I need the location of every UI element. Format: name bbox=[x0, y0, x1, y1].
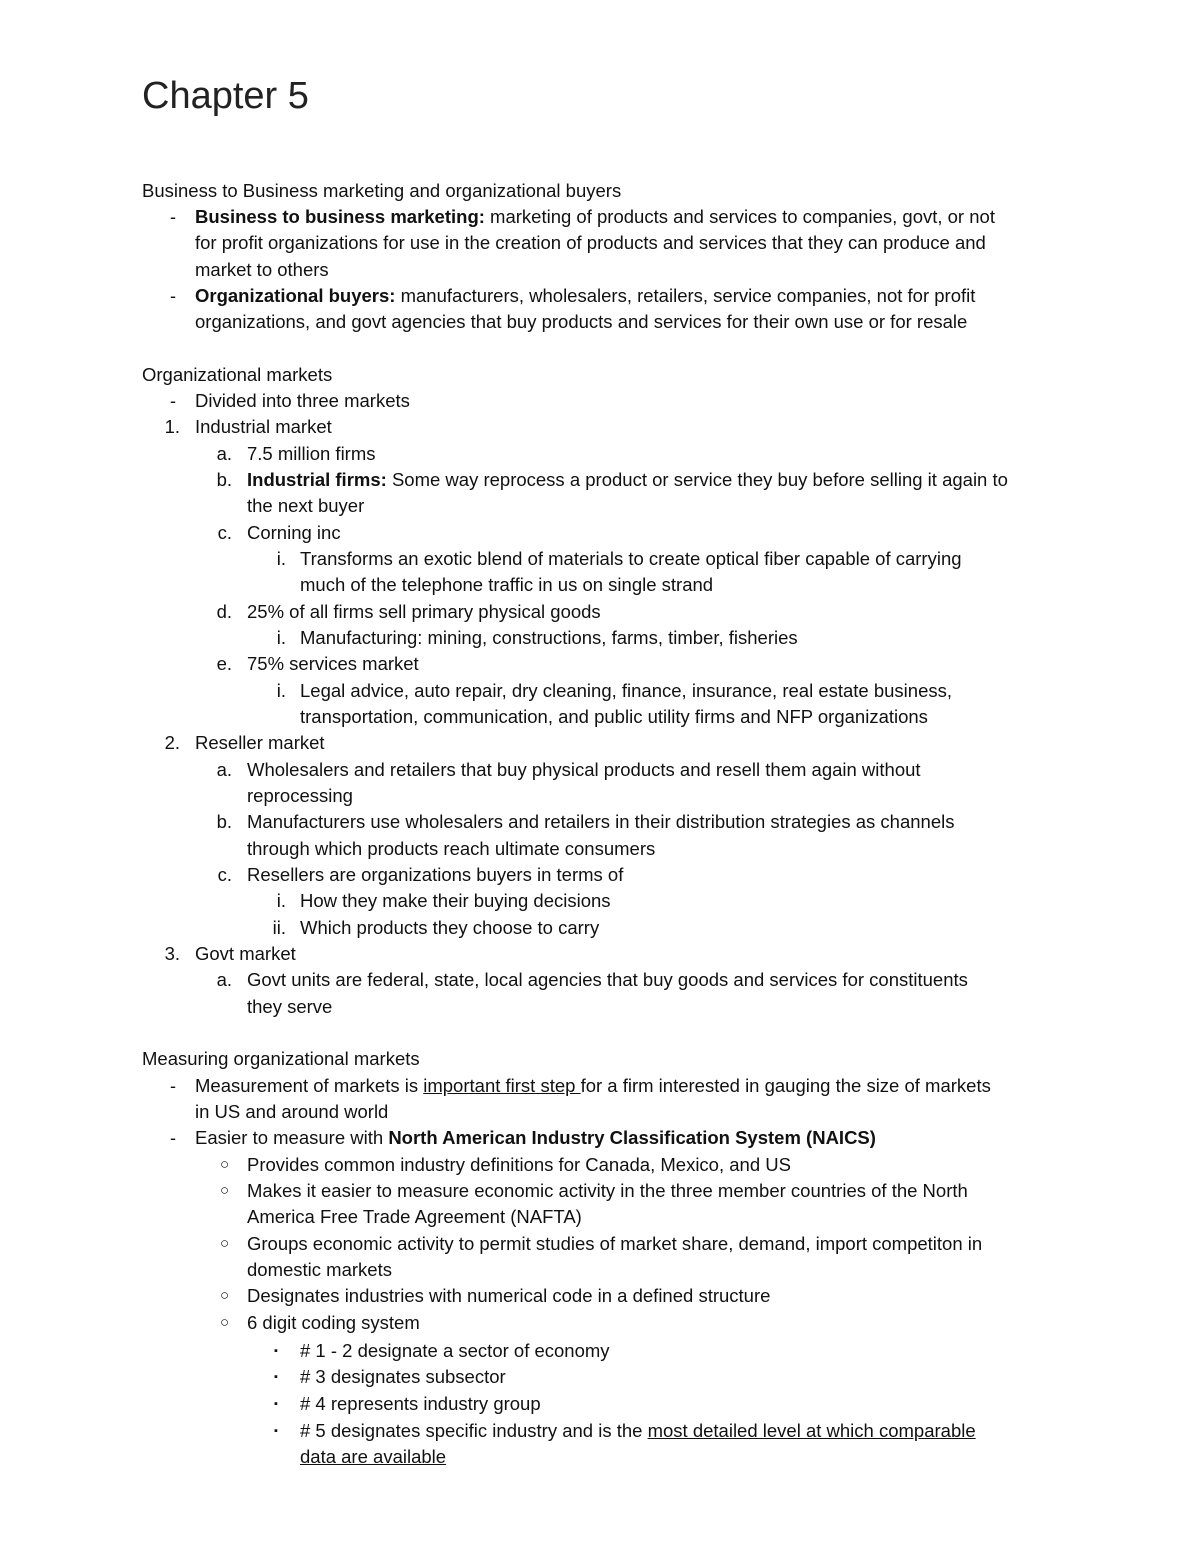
roman-marker: i. bbox=[276, 627, 286, 648]
list-item: Reseller market bbox=[195, 732, 325, 753]
list-item: Corning inc bbox=[247, 522, 341, 543]
list-item: # 4 represents industry group bbox=[300, 1393, 541, 1414]
definition-text: manufacturers, wholesalers, retailers, service companies, not for profit bbox=[395, 285, 976, 306]
list-item: Govt units are federal, state, local agencies that buy goods and services for constituents bbox=[247, 969, 968, 990]
square-bullet: ▪ bbox=[274, 1425, 278, 1437]
list-item: How they make their buying decisions bbox=[300, 890, 611, 911]
square-bullet: ▪ bbox=[274, 1398, 278, 1410]
dash-bullet: - bbox=[170, 1076, 176, 1096]
letter-marker: a. bbox=[216, 759, 232, 780]
text-run: Measurement of markets is bbox=[195, 1075, 424, 1096]
letter-marker: a. bbox=[216, 969, 232, 990]
list-item: # 1 - 2 designate a sector of economy bbox=[300, 1340, 610, 1361]
list-item-continuation: through which products reach ultimate consumers bbox=[247, 838, 656, 859]
number-marker: 3. bbox=[164, 943, 180, 964]
list-item-continuation: for profit organizations for use in the creation of products and services that they can produce and bbox=[195, 232, 986, 253]
list-item: Legal advice, auto repair, dry cleaning, finance, insurance, real estate business, bbox=[300, 680, 953, 701]
list-item: Manufacturers use wholesalers and retailers in their distribution strategies as channels bbox=[247, 811, 955, 832]
roman-marker: i. bbox=[276, 890, 286, 911]
list-item-continuation: in US and around world bbox=[195, 1101, 389, 1122]
list-item bbox=[195, 204, 995, 230]
letter-marker: d. bbox=[216, 601, 232, 622]
underlined-text: important first step bbox=[423, 1075, 581, 1096]
list-item-continuation: reprocessing bbox=[247, 785, 353, 806]
list-item: 7.5 million firms bbox=[247, 443, 376, 464]
list-item-continuation: the next buyer bbox=[247, 495, 365, 516]
roman-marker: i. bbox=[276, 680, 286, 701]
term: Business to business marketing: bbox=[195, 206, 485, 227]
roman-marker: i. bbox=[276, 548, 286, 569]
list-item-continuation bbox=[300, 1444, 446, 1470]
section-heading: Measuring organizational markets bbox=[142, 1048, 420, 1069]
list-item: Groups economic activity to permit studies of market share, demand, import competiton in bbox=[247, 1233, 983, 1254]
letter-marker: c. bbox=[217, 522, 232, 543]
roman-marker: ii. bbox=[272, 917, 286, 938]
list-item-continuation: transportation, communication, and public utility firms and NFP organizations bbox=[300, 706, 928, 727]
number-marker: 2. bbox=[164, 732, 180, 753]
text-run: Easier to measure with bbox=[195, 1127, 389, 1148]
list-item bbox=[300, 1418, 976, 1444]
letter-marker: b. bbox=[216, 469, 232, 490]
text-run: for a firm interested in gauging the size of markets bbox=[580, 1075, 991, 1096]
circle-bullet: ○ bbox=[220, 1156, 230, 1173]
list-item: Designates industries with numerical code in a defined structure bbox=[247, 1285, 771, 1306]
list-item: Divided into three markets bbox=[195, 390, 410, 411]
circle-bullet: ○ bbox=[220, 1314, 230, 1331]
list-item: Resellers are organizations buyers in terms of bbox=[247, 864, 624, 885]
dash-bullet: - bbox=[170, 207, 176, 227]
underlined-text: data are available bbox=[300, 1446, 447, 1467]
square-bullet: ▪ bbox=[274, 1371, 278, 1383]
circle-bullet: ○ bbox=[220, 1182, 230, 1199]
list-item: 75% services market bbox=[247, 653, 419, 674]
list-item bbox=[195, 283, 975, 309]
list-item-continuation: they serve bbox=[247, 996, 333, 1017]
underlined-text: most detailed level at which comparable bbox=[647, 1420, 976, 1441]
letter-marker: e. bbox=[216, 653, 232, 674]
list-item: Provides common industry definitions for Canada, Mexico, and US bbox=[247, 1154, 791, 1175]
circle-bullet: ○ bbox=[220, 1287, 230, 1304]
page-title: Chapter 5 bbox=[142, 75, 309, 117]
list-item: 25% of all firms sell primary physical goods bbox=[247, 601, 601, 622]
definition-text: marketing of products and services to companies, govt, or not bbox=[484, 206, 995, 227]
list-item: # 3 designates subsector bbox=[300, 1366, 506, 1387]
square-bullet: ▪ bbox=[274, 1345, 278, 1357]
list-item-continuation: domestic markets bbox=[247, 1259, 392, 1280]
dash-bullet: - bbox=[170, 286, 176, 306]
list-item: Wholesalers and retailers that buy physical products and resell them again without bbox=[247, 759, 921, 780]
list-item-continuation: market to others bbox=[195, 259, 329, 280]
list-item: Industrial market bbox=[195, 416, 332, 437]
term: Industrial firms: bbox=[247, 469, 387, 490]
letter-marker: b. bbox=[216, 811, 232, 832]
list-item bbox=[247, 467, 1008, 493]
list-item: Manufacturing: mining, constructions, farms, timber, fisheries bbox=[300, 627, 798, 648]
dash-bullet: - bbox=[170, 1128, 176, 1148]
number-marker: 1. bbox=[164, 416, 180, 437]
letter-marker: c. bbox=[217, 864, 232, 885]
list-item bbox=[195, 1125, 876, 1151]
list-item-continuation: much of the telephone traffic in us on single strand bbox=[300, 574, 714, 595]
list-item: Transforms an exotic blend of materials to create optical fiber capable of carrying bbox=[300, 548, 962, 569]
section-heading: Organizational markets bbox=[142, 364, 333, 385]
list-item: Govt market bbox=[195, 943, 296, 964]
text-run: # 5 designates specific industry and is the bbox=[300, 1420, 648, 1441]
list-item: Makes it easier to measure economic activity in the three member countries of the North bbox=[247, 1180, 968, 1201]
list-item: Which products they choose to carry bbox=[300, 917, 600, 938]
list-item bbox=[195, 1073, 991, 1099]
list-item-continuation: organizations, and govt agencies that buy products and services for their own use or for resale bbox=[195, 311, 968, 332]
list-item-continuation: America Free Trade Agreement (NAFTA) bbox=[247, 1206, 582, 1227]
circle-bullet: ○ bbox=[220, 1235, 230, 1252]
bold-term: North American Industry Classification System (NAICS) bbox=[388, 1127, 876, 1148]
definition-text: Some way reprocess a product or service they buy before selling it again to bbox=[386, 469, 1008, 490]
term: Organizational buyers: bbox=[195, 285, 396, 306]
section-heading: Business to Business marketing and organizational buyers bbox=[142, 180, 622, 201]
letter-marker: a. bbox=[216, 443, 232, 464]
dash-bullet: - bbox=[170, 391, 176, 411]
list-item: 6 digit coding system bbox=[247, 1312, 420, 1333]
